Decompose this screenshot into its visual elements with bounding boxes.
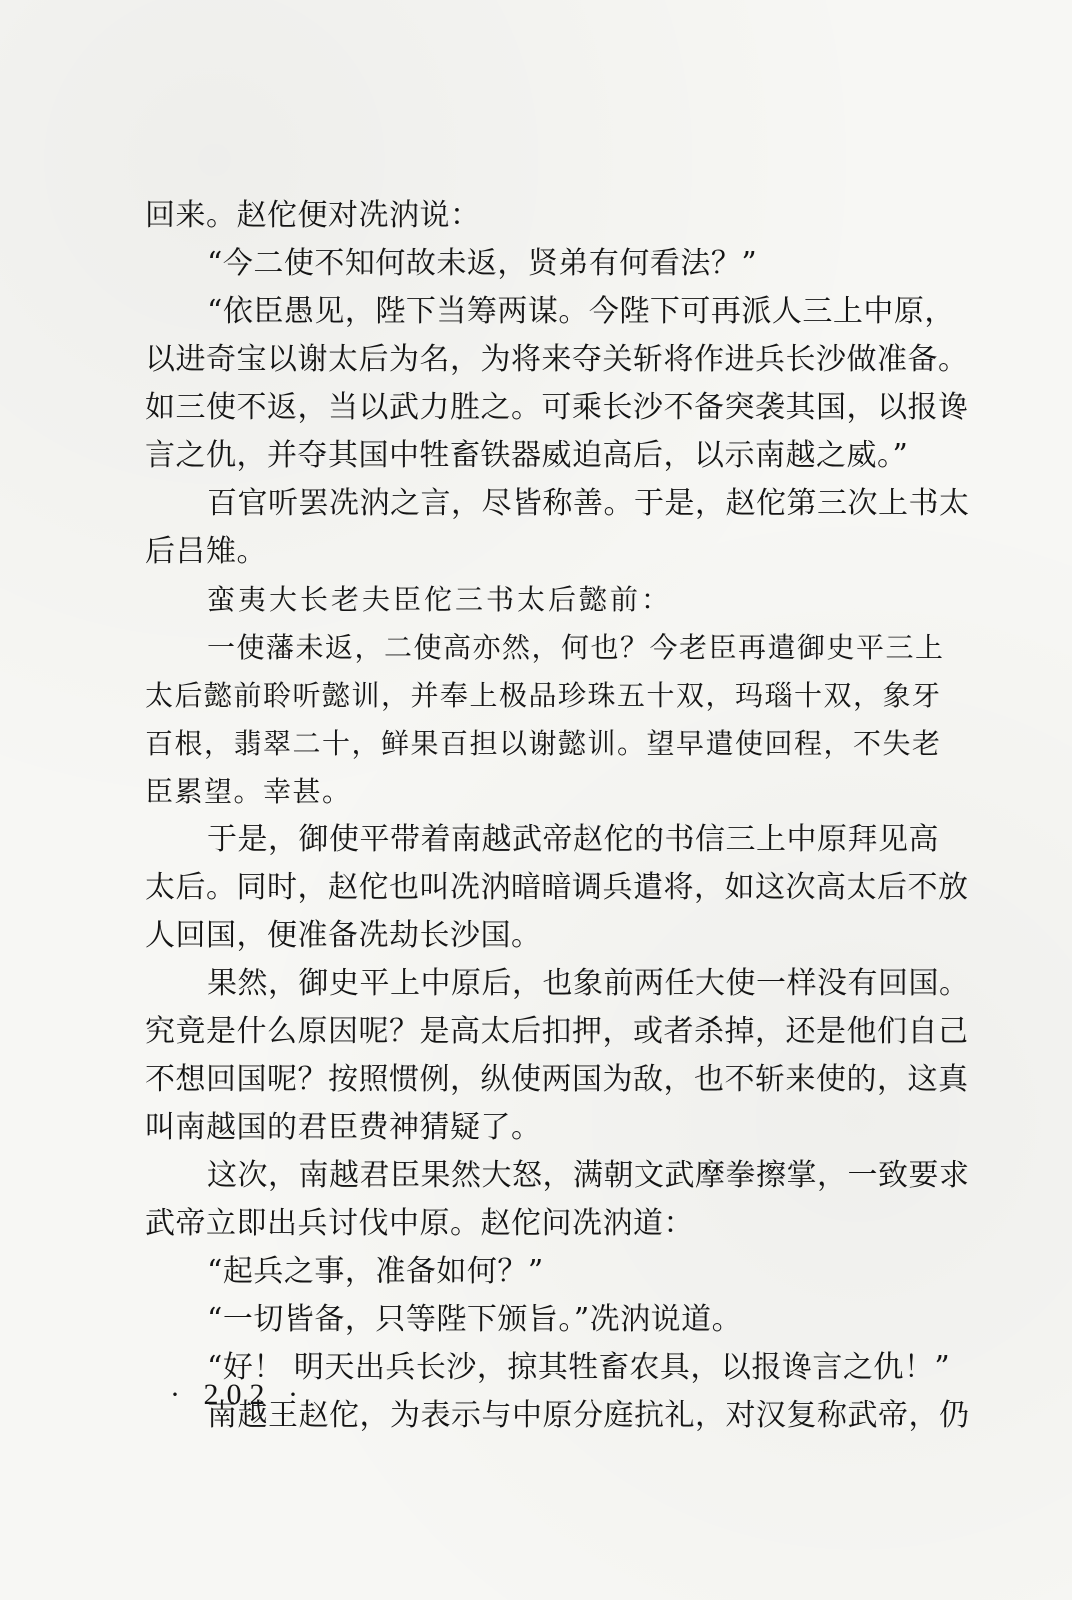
quoted-letter	[145, 576, 945, 816]
letter-salutation: 蛮夷大长老夫臣佗三书太后懿前：	[207, 583, 673, 616]
letter-line: 百根，翡翠二十，鲜果百担以谢懿训。望早遣使回程，不失老	[145, 727, 942, 760]
text-line: 如三使不返，当以武力胜之。可乘长沙不备突袭其国，以报谗	[145, 390, 969, 425]
text-line: 叫南越国的君臣费神猜疑了。	[145, 1110, 542, 1145]
text-line: 武帝立即出兵讨伐中原。赵佗问冼汭道：	[145, 1206, 694, 1241]
text-line: 南越王赵佗，为表示与中原分庭抗礼，对汉复称武帝，仍	[207, 1398, 970, 1433]
text-line: “好！ 明天出兵长沙，掠其牲畜农具，以报谗言之仇！”	[207, 1350, 951, 1385]
letter-line: 一使藩未返，二使高亦然，何也？今老臣再遣御史平三上	[207, 631, 945, 664]
text-line: 后吕雉。	[145, 534, 267, 569]
text-line: 人回国，便准备冼劫长沙国。	[145, 918, 542, 953]
text-line: 究竟是什么原因呢？是高太后扣押，或者杀掉，还是他们自己	[145, 1014, 969, 1049]
text-line: 回来。赵佗便对冼汭说：	[145, 198, 481, 233]
letter-line: 太后懿前聆听懿训，并奉上极品珍珠五十双，玛瑙十双，象牙	[145, 679, 942, 712]
letter-line: 臣累望。幸甚。	[145, 775, 352, 808]
text-line: 太后。同时，赵佗也叫冼汭暗暗调兵遣将，如这次高太后不放	[145, 870, 969, 905]
text-line: 以进奇宝以谢太后为名，为将来夺关斩将作进兵长沙做准备。	[145, 342, 969, 377]
page-number: · 202 ·	[170, 1378, 306, 1411]
text-line: “一切皆备，只等陛下颁旨。”冼汭说道。	[207, 1302, 743, 1337]
text-line: 果然，御史平上中原后，也象前两任大使一样没有回国。	[207, 966, 970, 1001]
text-line: “今二使不知何故未返，贤弟有何看法？”	[207, 246, 758, 281]
text-line: 不想回国呢？按照惯例，纵使两国为敌，也不斩来使的，这真	[145, 1062, 969, 1097]
text-line: “起兵之事，准备如何？”	[207, 1254, 544, 1289]
text-line: 言之仇，并夺其国中牲畜铁器威迫高后，以示南越之威。”	[145, 438, 909, 473]
text-line: 于是，御使平带着南越武帝赵佗的书信三上中原拜见高	[207, 822, 939, 857]
body-text	[145, 192, 970, 1440]
text-line: 这次，南越君臣果然大怒，满朝文武摩拳擦掌，一致要求	[207, 1158, 970, 1193]
text-line: 百官听罢冼汭之言，尽皆称善。于是，赵佗第三次上书太	[207, 486, 970, 521]
text-line: “依臣愚见，陛下当筹两谋。今陛下可再派人三上中原，	[207, 294, 955, 329]
